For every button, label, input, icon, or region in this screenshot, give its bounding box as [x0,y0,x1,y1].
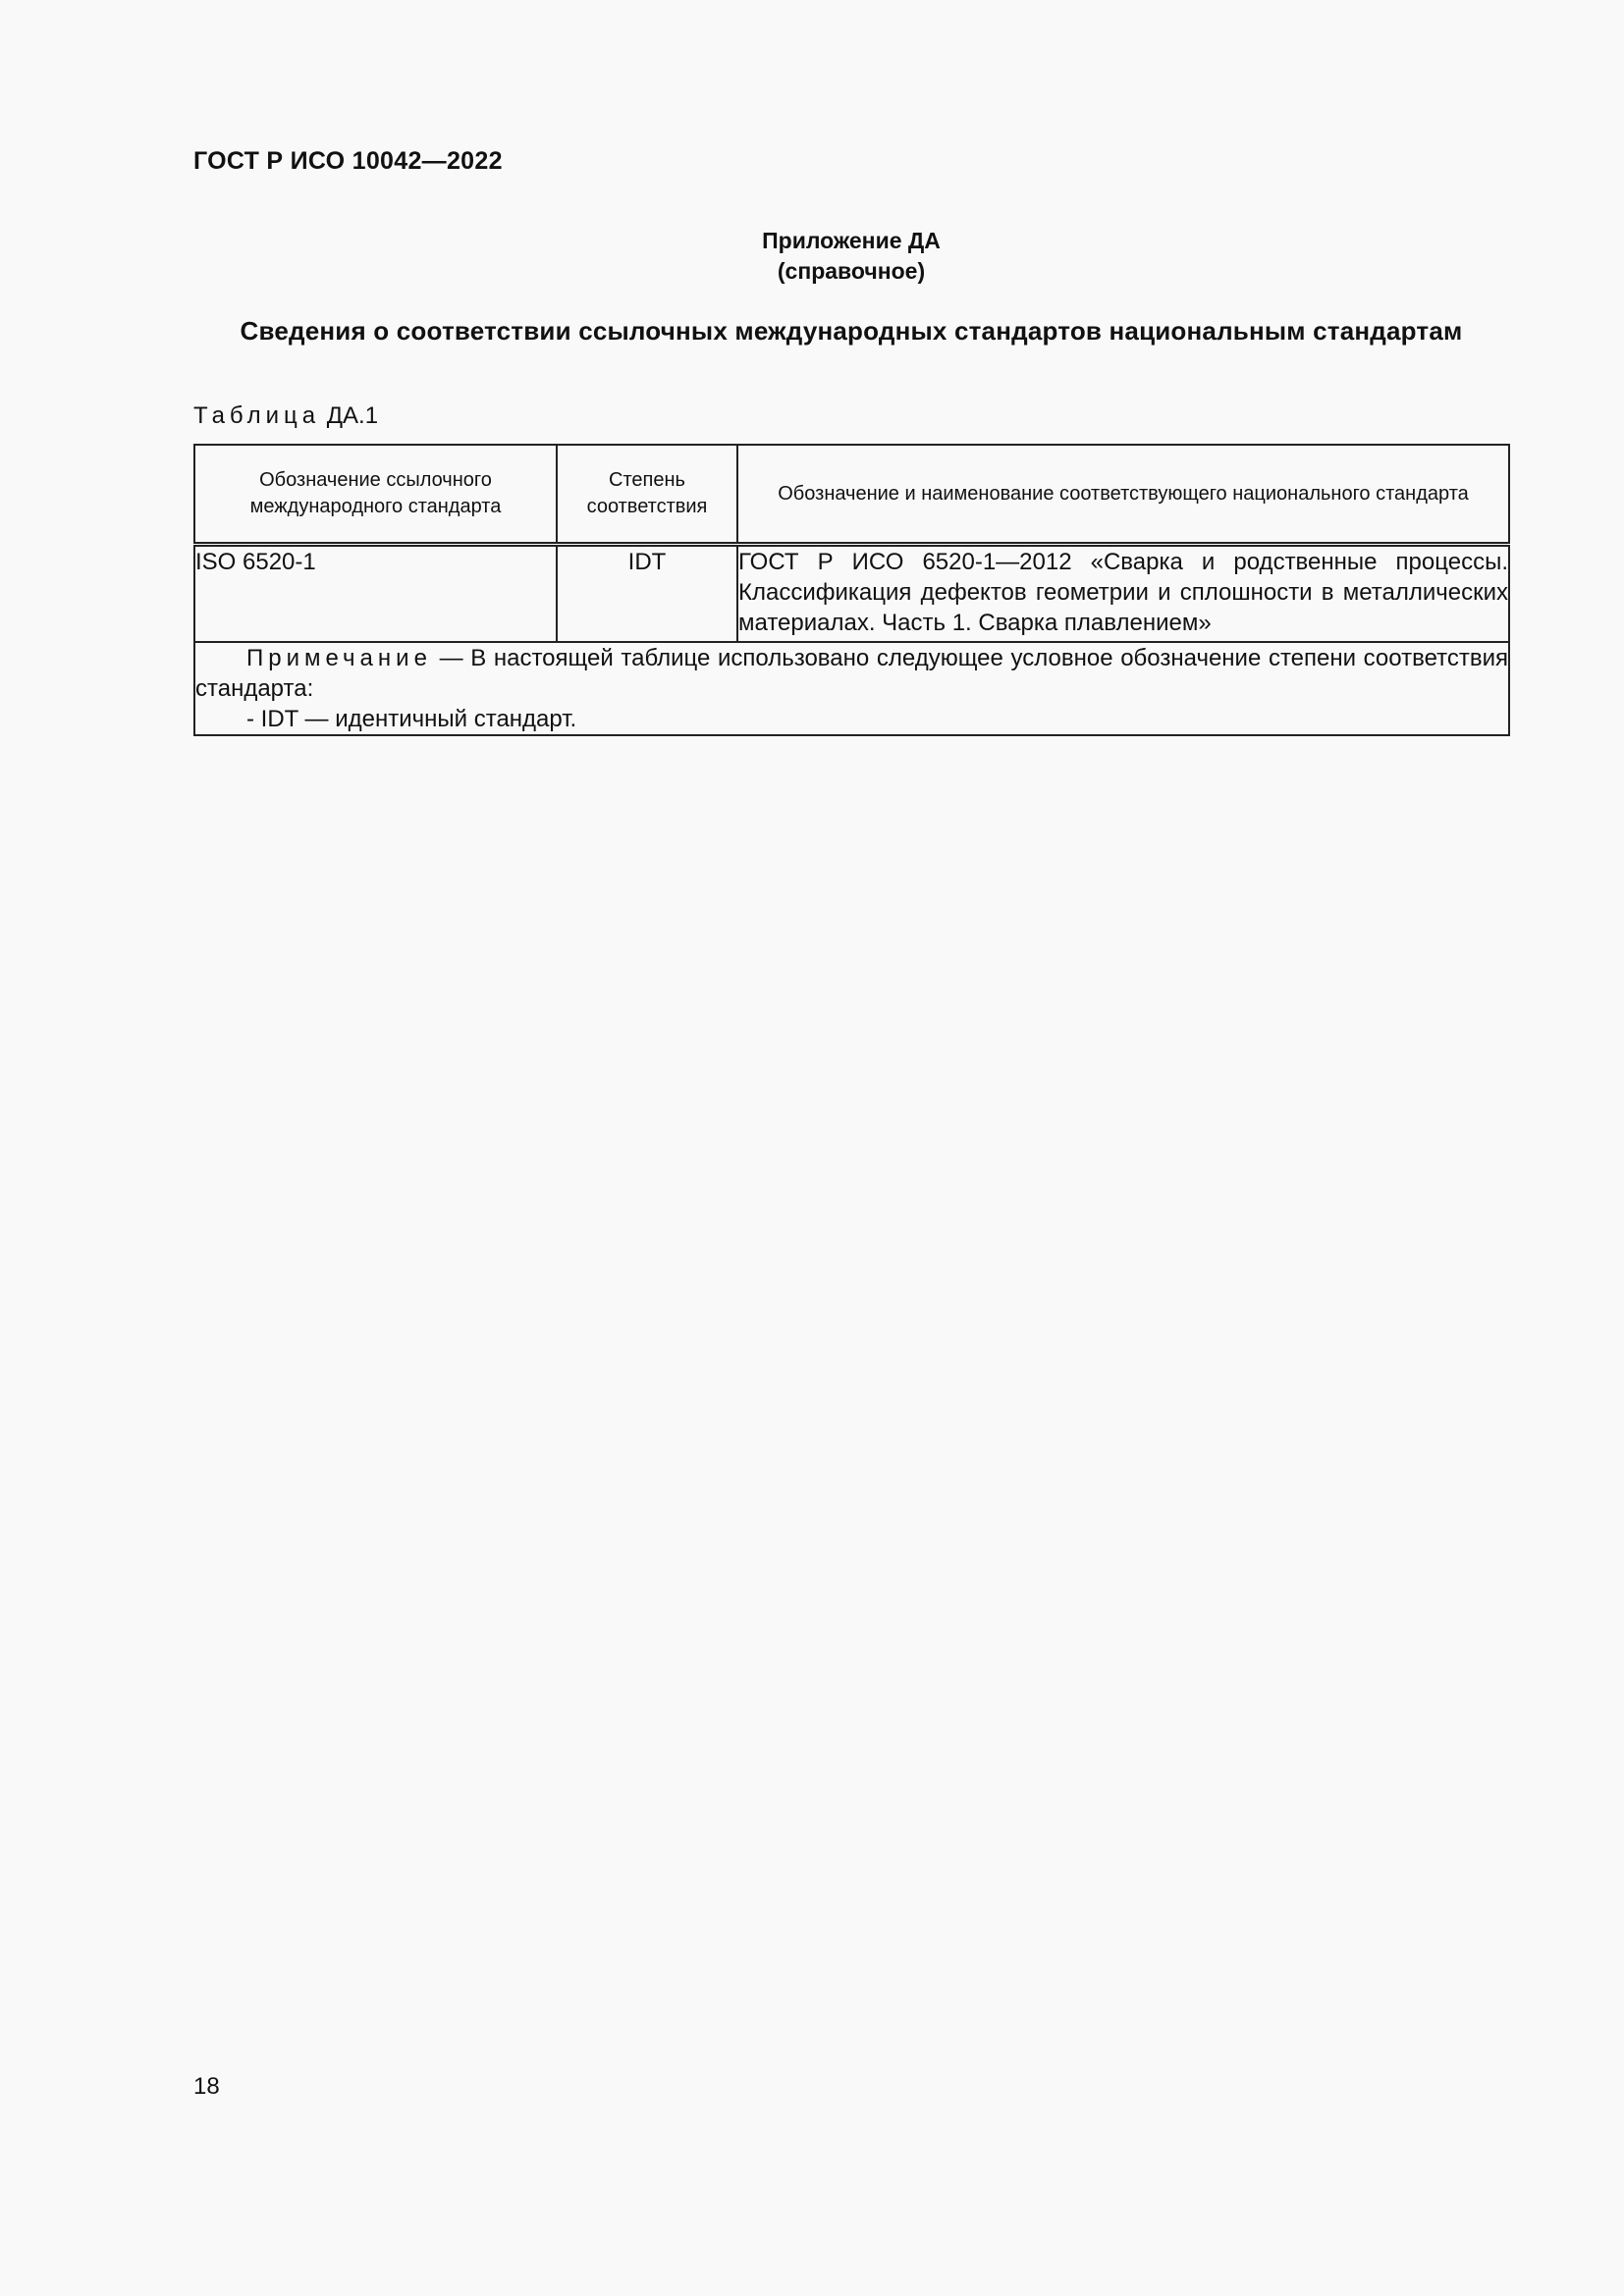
section-title: Сведения о соответствии ссылочных международных стандартов национальным стандартам [240,316,1463,346]
table-row [194,545,1509,643]
document-code: ГОСТ Р ИСО 10042—2022 [193,147,503,175]
column-header-degree: Степень соответствия [557,445,737,545]
cell-degree: IDT [557,545,737,643]
table-caption-number: ДА.1 [326,402,379,429]
correspondence-table [193,444,1510,736]
column-header-national-standard: Обозначение и наименование соответствующего национального стандарта [737,445,1509,545]
table-header-row [194,445,1509,545]
table-note [194,642,1509,735]
annex-title: Приложение ДА [762,228,941,253]
annex-subtitle: (справочное) [777,258,926,284]
note-text [195,643,1508,704]
table-caption-label: Таблица [193,402,321,429]
table-caption [193,402,378,430]
note-label: Примечание [246,645,432,671]
cell-national-standard: ГОСТ Р ИСО 6520-1—2012 «Сварка и родственные процессы. Классификация дефектов геометрии и сплошности в металлических материалах. Часть 1. Сварка плавлением» [737,545,1509,643]
cell-reference-standard: ISO 6520-1 [194,545,557,643]
annex-heading [0,226,1624,287]
note-item: - IDT — идентичный стандарт. [246,706,577,732]
column-header-reference-standard: Обозначение ссылочного международного стандарта [194,445,557,545]
note-body: — В настоящей таблице использовано следующее условное обозначение степени соответствия стандарта: [195,645,1508,702]
page-number: 18 [193,2073,220,2100]
table-note-row [194,642,1509,735]
